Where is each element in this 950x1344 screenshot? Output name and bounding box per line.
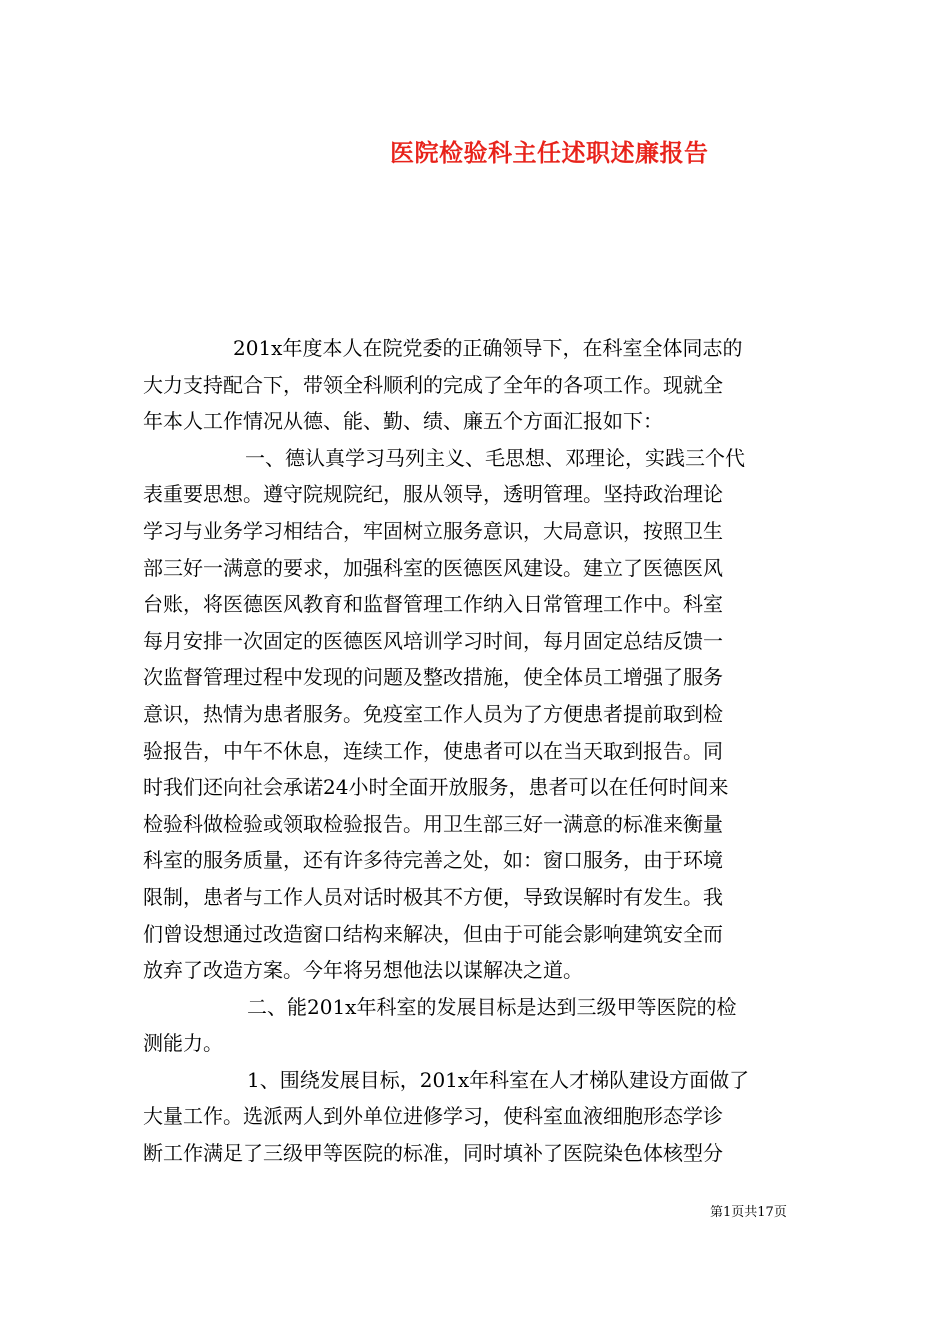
document-body [143,330,813,1172]
body-line: 部三好一满意的要求，加强科室的医德医风建设。建立了医德医风 [143,555,723,580]
body-line: 意识，热情为患者服务。免疫室工作人员为了方便患者提前取到检 [143,701,723,726]
body-line: 科室的服务质量，还有许多待完善之处，如：窗口服务，由于环境 [143,848,723,873]
body-line: 台账，将医德医风教育和监督管理工作纳入日常管理工作中。科室 [143,592,723,617]
body-line: 表重要思想。遵守院规院纪，服从领导，透明管理。坚持政治理论 [143,482,723,507]
body-line: 们曾设想通过改造窗口结构来解决，但由于可能会影响建筑安全而 [143,921,723,946]
body-line: 次监督管理过程中发现的问题及整改措施，使全体员工增强了服务 [143,665,723,690]
body-line: 学习与业务学习相结合，牢固树立服务意识，大局意识，按照卫生 [143,518,723,543]
body-line: 二、能201x年科室的发展目标是达到三级甲等医院的检 [247,994,737,1019]
body-line: 时我们还向社会承诺24小时全面开放服务，患者可以在任何时间来 [143,775,729,800]
body-line: 一、德认真学习马列主义、毛思想、邓理论，实践三个代 [245,445,745,470]
body-line: 检验科做检验或领取检验报告。用卫生部三好一满意的标准来衡量 [143,811,723,836]
body-line: 大量工作。选派两人到外单位进修学习，使科室血液细胞形态学诊 [143,1104,723,1129]
body-line: 年本人工作情况从德、能、勤、绩、廉五个方面汇报如下： [143,409,663,434]
body-line: 断工作满足了三级甲等医院的标准，同时填补了医院染色体核型分 [143,1141,723,1166]
page-footer: 第1页共17页 [710,1205,787,1220]
body-line: 每月安排一次固定的医德医风培训学习时间，每月固定总结反馈一 [143,628,723,653]
document-title: 医院检验科主任述职述廉报告 [390,138,709,167]
body-line: 1、围绕发展目标，201x年科室在人才梯队建设方面做了 [247,1067,750,1092]
body-line: 验报告，中午不休息，连续工作，使患者可以在当天取到报告。同 [143,738,723,763]
body-line: 限制，患者与工作人员对话时极其不方便，导致误解时有发生。我 [143,884,723,909]
body-line: 201x年度本人在院党委的正确领导下，在科室全体同志的 [233,336,743,360]
body-line: 放弃了改造方案。今年将另想他法以谋解决之道。 [143,958,583,983]
body-line: 测能力。 [143,1031,223,1056]
body-line: 大力支持配合下，带领全科顺利的完成了全年的各项工作。现就全 [143,372,723,397]
